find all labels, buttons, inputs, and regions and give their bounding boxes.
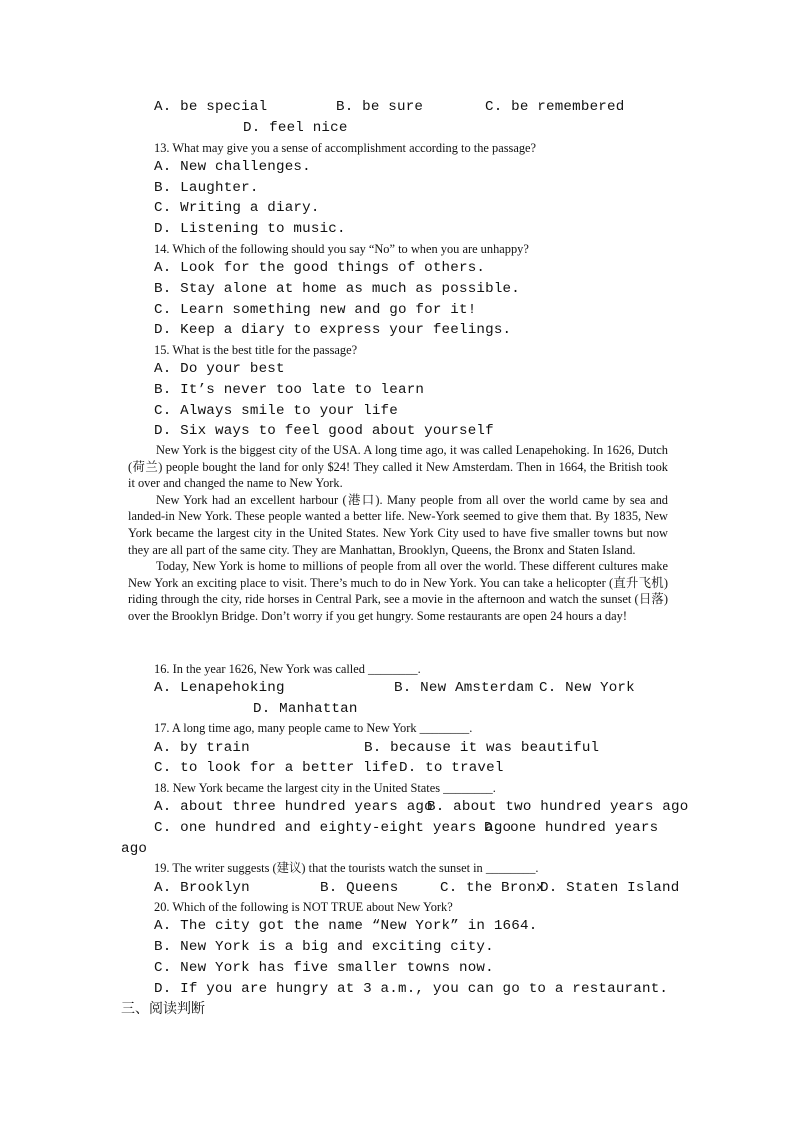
q14-option-c[interactable]: C. Learn something new and go for it! [154, 302, 477, 318]
q13-option-c[interactable]: C. Writing a diary. [154, 200, 320, 216]
q19-option-b[interactable]: B. Queens [320, 880, 399, 896]
passage-paragraph-1: New York is the biggest city of the USA. A long time ago, it was called Lenapehoking. In 1626, Dutch (荷兰) people bought the land for only $24! They called it New Amsterdam. Then in 1664, the British took it over and changed the name to New York. [128, 443, 668, 491]
q15-option-c[interactable]: C. Always smile to your life [154, 403, 398, 419]
q19-option-a[interactable]: A. Brooklyn [154, 880, 250, 896]
q16-option-d[interactable]: D. Manhattan [253, 701, 358, 717]
q15-option-d[interactable]: D. Six ways to feel good about yourself [154, 423, 494, 439]
q17-option-a[interactable]: A. by train [154, 740, 250, 756]
section-heading: 三、阅读判断 [121, 1001, 205, 1017]
q14-stem: 14. Which of the following should you say “No” to when you are unhappy? [154, 242, 529, 256]
q13-option-a[interactable]: A. New challenges. [154, 159, 311, 175]
q18-option-d[interactable]: D. one hundred years [484, 820, 659, 836]
q12-option-a[interactable]: A. be special [154, 99, 268, 115]
q19-stem: 19. The writer suggests (建议) that the tourists watch the sunset in ________. [154, 861, 539, 875]
q14-option-d[interactable]: D. Keep a diary to express your feelings. [154, 322, 512, 338]
q20-option-c[interactable]: C. New York has five smaller towns now. [154, 960, 494, 976]
q20-stem: 20. Which of the following is NOT TRUE about New York? [154, 900, 453, 914]
q19-option-d[interactable]: D. Staten Island [540, 880, 680, 896]
q15-stem: 15. What is the best title for the passage? [154, 343, 358, 357]
q18-option-b[interactable]: B. about two hundred years ago [427, 799, 689, 815]
q18-stem: 18. New York became the largest city in the United States ________. [154, 781, 496, 795]
q18-option-d-wrap: ago [121, 841, 148, 857]
q12-option-c[interactable]: C. be remembered [485, 99, 625, 115]
q17-option-b[interactable]: B. because it was beautiful [364, 740, 600, 756]
q16-option-a[interactable]: A. Lenapehoking [154, 680, 285, 696]
q18-option-a[interactable]: A. about three hundred years ago [154, 799, 433, 815]
q17-option-c[interactable]: C. to look for a better life [154, 760, 398, 776]
q14-option-a[interactable]: A. Look for the good things of others. [154, 260, 486, 276]
q13-stem: 13. What may give you a sense of accomplishment according to the passage? [154, 141, 537, 155]
q13-option-b[interactable]: B. Laughter. [154, 180, 259, 196]
q20-option-a[interactable]: A. The city got the name “New York” in 1664. [154, 918, 538, 934]
q12-option-d[interactable]: D. feel nice [243, 120, 348, 136]
q14-option-b[interactable]: B. Stay alone at home as much as possible. [154, 281, 520, 297]
q20-option-d[interactable]: D. If you are hungry at 3 a.m., you can go to a restaurant. [154, 981, 669, 997]
q12-option-b[interactable]: B. be sure [336, 99, 424, 115]
q13-option-d[interactable]: D. Listening to music. [154, 221, 346, 237]
q18-option-c[interactable]: C. one hundred and eighty-eight years ago [154, 820, 512, 836]
q20-option-b[interactable]: B. New York is a big and exciting city. [154, 939, 494, 955]
q15-option-a[interactable]: A. Do your best [154, 361, 285, 377]
q16-stem: 16. In the year 1626, New York was called ________. [154, 662, 421, 676]
q17-option-d[interactable]: D. to travel [399, 760, 504, 776]
q17-stem: 17. A long time ago, many people came to New York ________. [154, 721, 473, 735]
passage-paragraph-2: New York had an excellent harbour (港口). Many people from all over the world came by sea and landed-in New York. These people wanted a better life. New-York seemed to give them that. By 1835, New York became the largest city in the United States. New York City used to have five smaller towns but now they are all part of the same city. They are Manhattan, Brooklyn, Queens, the Bronx and Staten Island. [128, 492, 668, 557]
q16-option-b[interactable]: B. New Amsterdam [394, 680, 534, 696]
q16-option-c[interactable]: C. New York [539, 680, 635, 696]
q19-option-c[interactable]: C. the Bronx [440, 880, 545, 896]
passage-paragraph-3: Today, New York is home to millions of people from all over the world. These different cultures make New York an exciting place to visit. There’s much to do in New York. You can take a helicopter (直升飞机) riding through the city, ride horses in Central Park, see a movie in the afternoon and watch the sunset (日落) over the Brooklyn Bridge. Don’t worry if you get hungry. Some restaurants are open 24 hours a day! [128, 559, 668, 623]
reading-passage [128, 442, 668, 625]
q15-option-b[interactable]: B. It’s never too late to learn [154, 382, 425, 398]
